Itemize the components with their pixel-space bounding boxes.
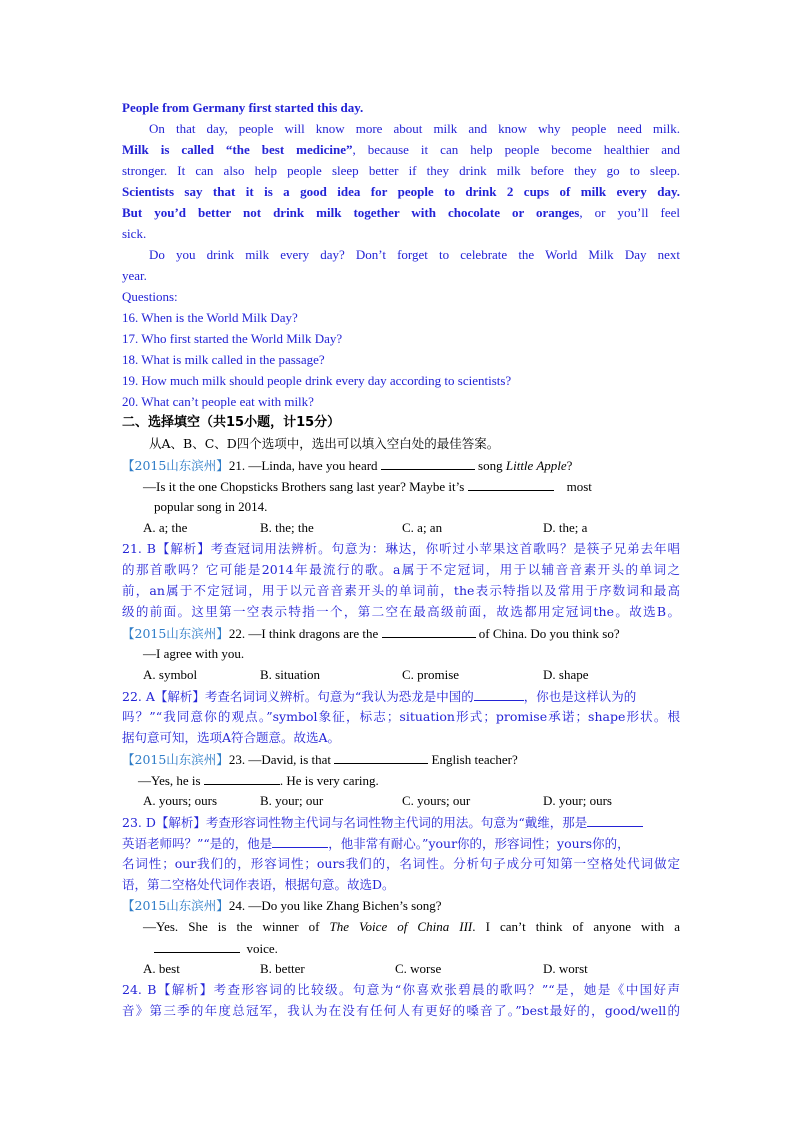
analysis-line: 语，第二空格处代词作表语，根据句意。故选D。 — [122, 877, 395, 892]
passage-line: stronger. It can also help people sleep better if they drink milk before they go to sleep. — [122, 163, 680, 178]
question-source: 【2015山东滨州】 — [122, 898, 229, 913]
passage-line: On that day, people will know more about milk and know why people need milk. — [149, 121, 680, 136]
section-instruction: 从A、B、C、D四个选项中，选出可以填入空白处的最佳答案。 — [149, 436, 500, 451]
analysis-line: 据句意可知，选项A符合题意。故选A。 — [122, 730, 341, 745]
question-21-line: —Is it the one Chopsticks Brothers sang last year? Maybe it’s most — [143, 479, 592, 494]
answer-blank — [154, 939, 240, 953]
option-b: B. the; the — [260, 520, 314, 535]
option-c: C. worse — [395, 961, 442, 976]
passage-line: year. — [122, 268, 147, 283]
option-a: A. symbol — [143, 667, 198, 682]
passage-line — [122, 204, 680, 222]
option-b: B. better — [260, 961, 305, 976]
analysis-line: 22. A【解析】考查名词词义辨析。句意为“我认为恐龙是中国的 ，你也是这样认为的 — [122, 689, 637, 704]
analysis-line: 21. B【解析】考查冠词用法辨析。句意为：琳达，你听过小苹果这首歌吗？是筷子兄弟去年唱 — [122, 541, 680, 556]
answer-blank — [272, 834, 328, 848]
answer-blank — [382, 624, 476, 638]
section-heading: 二、选择填空（共15小题，计15分） — [122, 415, 341, 430]
passage-line: People from Germany first started this day. — [122, 100, 364, 115]
option-c: C. promise — [402, 667, 460, 682]
passage-line: sick. — [122, 226, 147, 241]
option-a: A. best — [143, 961, 180, 976]
answer-blank — [474, 687, 524, 701]
analysis-line: 前，an属于不定冠词，用于以元音音素开头的单词前，the表示特指以及常用于序数词和最高 — [122, 583, 680, 598]
answer-blank — [381, 456, 475, 470]
analysis-line: 的那首歌吗？它可能是2014年最流行的歌。a属于不定冠词，用于以辅音音素开头的单词之 — [122, 562, 680, 577]
passage-text: , because it can help people become healthier and — [352, 142, 680, 157]
question-item: 16. When is the World Milk Day? — [122, 310, 298, 325]
passage-emphasis: Milk is called “the best medicine” — [122, 142, 353, 157]
question-22-line: —I agree with you. — [143, 646, 245, 661]
question-item: 20. What can’t people eat with milk? — [122, 394, 314, 409]
passage-line — [122, 141, 680, 159]
question-item: 18. What is milk called in the passage? — [122, 352, 325, 367]
analysis-line: 吗？”“我同意你的观点。”symbol象征，标志；situation形式；promise承诺；shape形状。根 — [122, 709, 680, 724]
passage-emphasis: But you’d better not drink milk together with chocolate or oranges — [122, 205, 580, 220]
option-d: D. shape — [543, 667, 589, 682]
option-a: A. yours; ours — [143, 793, 218, 808]
answer-blank — [334, 750, 428, 764]
passage-line: Scientists say that it is a good idea for people to drink 2 cups of milk every day. — [122, 184, 680, 199]
option-b: B. situation — [260, 667, 320, 682]
question-item: 17. Who first started the World Milk Day? — [122, 331, 343, 346]
answer-blank — [468, 477, 554, 491]
options-row — [143, 960, 680, 978]
analysis-line: 级的前面。这里第一空表示特指一个，第二空在最高级前面，故选都用定冠词the。故选B。 — [122, 604, 680, 619]
options-row — [143, 519, 680, 537]
question-24-line: 【2015山东滨州】24. —Do you like Zhang Bichen’s song? — [122, 898, 442, 913]
option-a: A. a; the — [143, 520, 188, 535]
question-22-line: 【2015山东滨州】22. —I think dragons are the of China. Do you think so? — [122, 626, 620, 641]
option-d: D. the; a — [543, 520, 588, 535]
question-24-line: —Yes. She is the winner of The Voice of China III. I can’t think of anyone with a — [143, 919, 680, 934]
option-d: D. your; ours — [543, 793, 612, 808]
option-d: D. worst — [543, 961, 588, 976]
question-23-line: —Yes, he is . He is very caring. — [138, 773, 379, 788]
questions-label: Questions: — [122, 289, 178, 304]
question-21-line: 【2015山东滨州】21. —Linda, have you heard song Little Apple? — [122, 458, 573, 473]
analysis-line: 名词性；our我们的，形容词性；ours我们的，名词性。分析句子成分可知第一空格处代词做定 — [122, 856, 680, 871]
analysis-line: 英语老师吗？”“是的，他是 ，他非常有耐心。”your你的，形容词性；yours你的， — [122, 836, 630, 851]
question-23-line: 【2015山东滨州】23. —David, is that English teacher? — [122, 752, 518, 767]
question-24-line: voice. — [154, 939, 712, 957]
analysis-line: 音》第三季的年度总冠军，我认为在没有任何人有更好的嗓音了。”best最好的，good/well的 — [122, 1003, 680, 1018]
option-c: C. a; an — [402, 520, 443, 535]
question-source: 【2015山东滨州】 — [122, 752, 229, 767]
question-source: 【2015山东滨州】 — [122, 626, 229, 641]
answer-blank — [587, 813, 643, 827]
passage-text: , or you’ll feel — [579, 205, 680, 220]
options-row — [143, 666, 680, 684]
question-item: 19. How much milk should people drink every day according to scientists? — [122, 373, 512, 388]
option-b: B. your; our — [260, 793, 324, 808]
answer-blank — [204, 771, 280, 785]
option-c: C. yours; our — [402, 793, 471, 808]
question-source: 【2015山东滨州】 — [122, 458, 229, 473]
options-row — [143, 792, 680, 810]
analysis-line: 23. D【解析】考查形容词性物主代词与名词性物主代词的用法。句意为“戴维，那是 — [122, 813, 680, 831]
analysis-line: 24. B【解析】考查形容词的比较级。句意为“你喜欢张碧晨的歌吗？”“是，她是《中国好声 — [122, 982, 680, 997]
question-21-line: popular song in 2014. — [154, 499, 268, 514]
passage-line: Do you drink milk every day? Don’t forget to celebrate the World Milk Day next — [149, 247, 680, 262]
